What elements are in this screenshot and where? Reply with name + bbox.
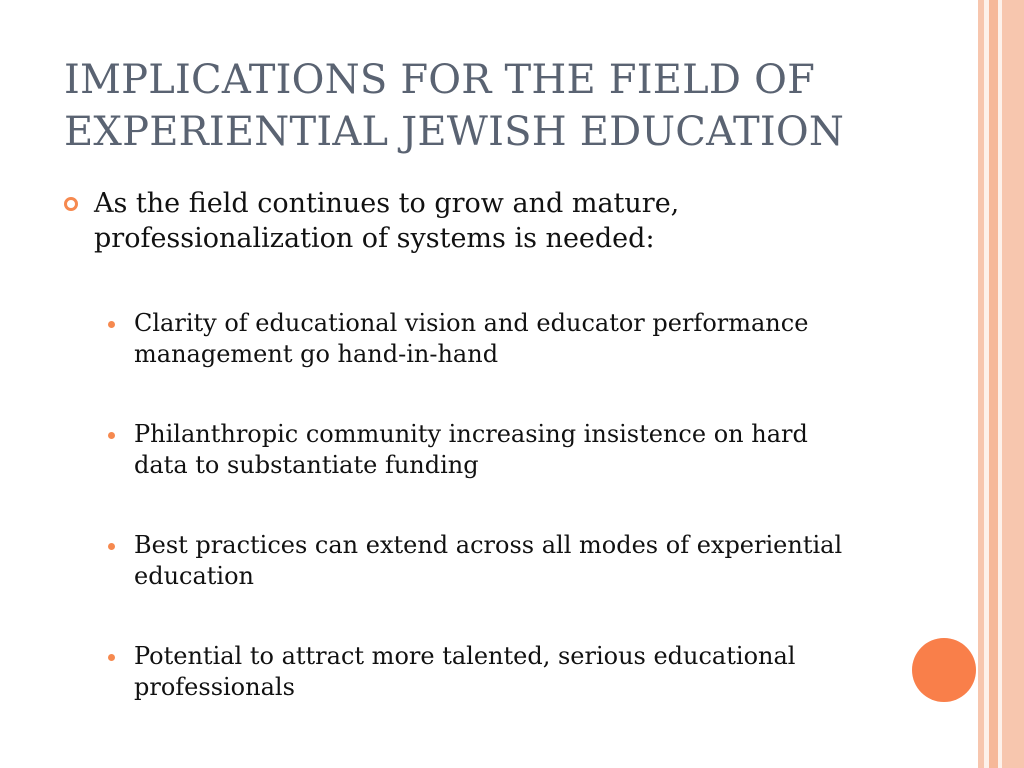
- sub-bullet-text: Potential to attract more talented, serious educational professionals: [134, 642, 796, 701]
- sub-bullet-item: [108, 530, 868, 592]
- sub-bullet-text: Best practices can extend across all modes of experiential education: [134, 531, 843, 590]
- sub-bullet-text: Philanthropic community increasing insistence on hard data to substantiate funding: [134, 420, 808, 479]
- sub-bullet-item: [108, 308, 868, 370]
- main-bullet-item: [64, 186, 854, 256]
- dot-bullet-icon: [108, 321, 115, 328]
- sub-bullet-item: [108, 419, 868, 481]
- sub-bullet-item: [108, 641, 868, 703]
- sub-bullet-text: Clarity of educational vision and educator performance management go hand-in-hand: [134, 309, 809, 368]
- border-stripe-3: [989, 0, 998, 768]
- ring-bullet-icon: [64, 197, 78, 211]
- dot-bullet-icon: [108, 432, 115, 439]
- border-stripe-5: [1002, 0, 1024, 768]
- slide-title: IMPLICATIONS FOR THE FIELD OF EXPERIENTIAL JEWISH EDUCATION: [64, 57, 845, 155]
- orange-circle-icon: [912, 638, 976, 702]
- main-bullet-text: As the field continues to grow and mature, professionalization of systems is needed:: [94, 188, 680, 254]
- dot-bullet-icon: [108, 543, 115, 550]
- dot-bullet-icon: [108, 654, 115, 661]
- sub-bullet-list: [108, 308, 868, 752]
